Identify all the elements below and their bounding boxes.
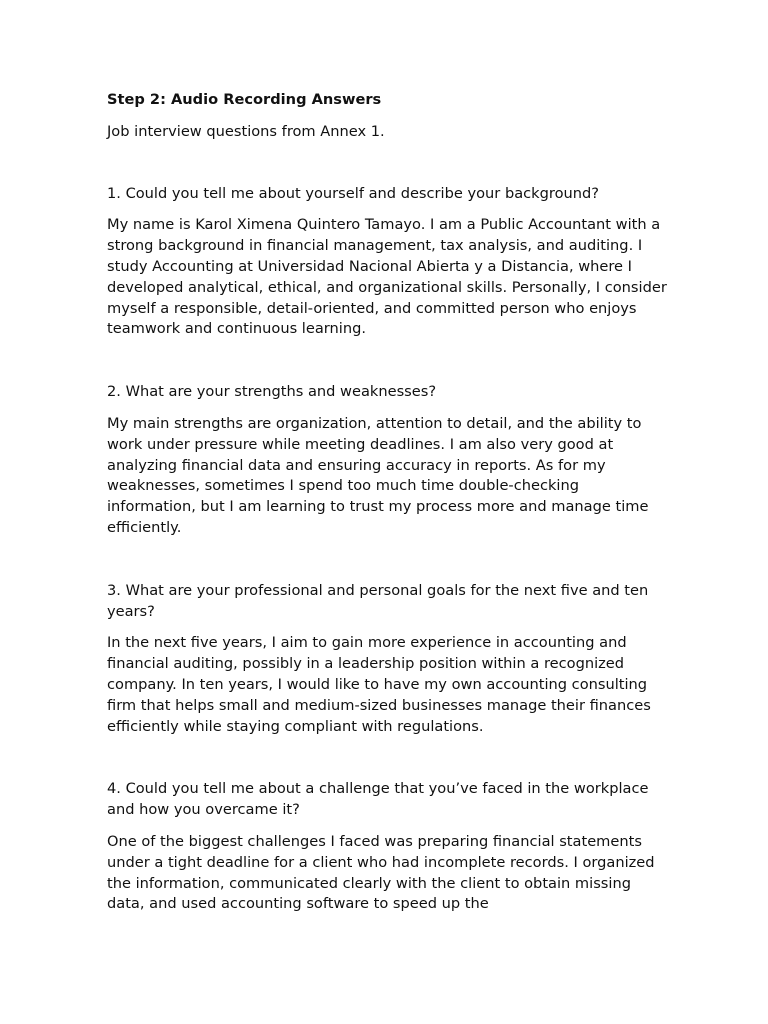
document-title: Step 2: Audio Recording Answers: [107, 91, 382, 108]
qa-item-1: [107, 184, 667, 341]
question-1: 1. Could you tell me about yourself and describe your background?: [107, 184, 600, 202]
question-3: 3. What are your professional and personal goals for the next five and ten years?: [107, 581, 649, 620]
qa-item-3: [107, 581, 667, 738]
document-intro: Job interview questions from Annex 1.: [107, 122, 385, 140]
answer-1: My name is Karol Ximena Quintero Tamayo. I am a Public Accountant with a strong background in financial management, tax analysis, and auditing. I study Accounting at Universidad Nacional Abierta y a Distancia, where I developed analytical, ethical, and organizational skills. Personally, I consider myself a responsible, detail-oriented, and committed person who enjoys teamwork and continuous learning.: [107, 216, 667, 338]
answer-4: One of the biggest challenges I faced was preparing financial statements under a tight deadline for a client who had incomplete records. I organized the information, communicated clearly with the client to obtain missing data, and used accounting software to speed up the: [107, 832, 655, 913]
question-2: 2. What are your strengths and weaknesses?: [107, 383, 437, 401]
qa-item-4: [107, 779, 667, 915]
answer-3: In the next five years, I aim to gain more experience in accounting and financial auditing, possibly in a leadership position within a recognized company. In ten years, I would like to have my own accounting consulting firm that helps small and medium-sized businesses manage their finances efficiently while staying compliant with regulations.: [107, 634, 651, 735]
question-4: 4. Could you tell me about a challenge that you’ve faced in the workplace and how you overcame it?: [107, 780, 649, 819]
document-page: [107, 90, 667, 915]
qa-item-2: [107, 382, 667, 539]
answer-2: My main strengths are organization, attention to detail, and the ability to work under pressure while meeting deadlines. I am also very good at analyzing financial data and ensuring accuracy in reports. As for my weaknesses, sometimes I spend too much time double-checking information, but I am learning to trust my process more and manage time efficiently.: [107, 414, 649, 536]
